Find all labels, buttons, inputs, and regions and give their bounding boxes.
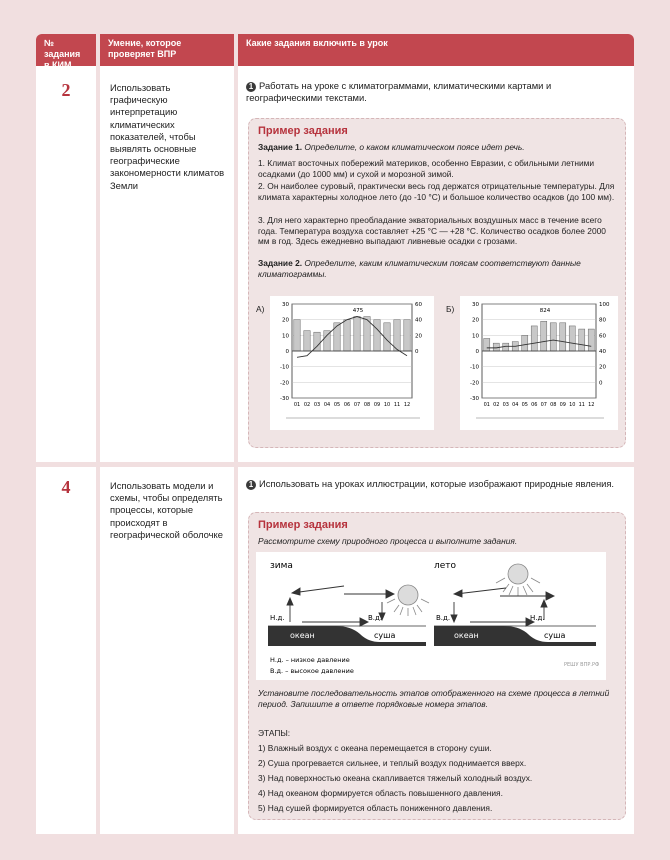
task-number: 4 — [61, 477, 71, 497]
stage-item: 2) Суша прогревается сильнее, и теплый воздух поднимается вверх. — [258, 758, 527, 768]
precipitation-bar — [344, 320, 350, 351]
scheme-watermark: РЕШУ ВПР.РФ — [564, 662, 600, 668]
precipitation-bar — [374, 320, 380, 351]
x-tick-label: 04 — [512, 402, 519, 408]
y-left-tick-label: 10 — [472, 333, 479, 340]
y-left-tick-label: -30 — [470, 396, 479, 402]
monsoon-scheme-svg — [256, 552, 606, 680]
task2-label: Задание 2. — [258, 258, 303, 268]
x-tick-label: 09 — [559, 402, 566, 408]
x-tick-label: 12 — [588, 402, 595, 408]
x-tick-label: 03 — [313, 402, 321, 408]
precipitation-bar — [334, 323, 340, 351]
bullet-icon: 1 — [246, 480, 256, 490]
stages-label: ЭТАПЫ: — [258, 728, 291, 738]
scheme-high-right: В.д. — [436, 614, 451, 622]
skill-text: Использовать модели и схемы, чтобы определять процессы, которые происходят в географической оболочке — [110, 480, 223, 540]
x-tick-label: 05 — [333, 402, 341, 408]
sun-icon — [387, 585, 429, 616]
chart-a-label: А) — [256, 304, 265, 314]
advice-label: Работать на уроке с климатограммами, климатическими картами и географическими текстами. — [246, 80, 552, 104]
x-tick-label: 12 — [403, 402, 411, 408]
precipitation-bar — [560, 323, 566, 351]
precipitation-bar — [588, 329, 594, 351]
y-left-tick-label: -20 — [470, 380, 479, 387]
y-left-tick-label: -10 — [280, 364, 289, 371]
annual-precipitation-label: 475 — [352, 308, 364, 314]
y-right-tick-label: 0 — [599, 380, 603, 387]
y-right-tick-label: 20 — [415, 333, 422, 340]
monsoon-scheme — [256, 552, 606, 680]
x-tick-label: 08 — [363, 402, 371, 408]
task1-label: Задание 1. — [258, 142, 303, 152]
bullet-icon: 1 — [246, 82, 256, 92]
scheme-low-right: Н.д. — [530, 614, 545, 622]
task1-question: Определите, о каком климатическом поясе идет речь. — [304, 142, 525, 152]
y-left-tick-label: 0 — [475, 349, 479, 355]
x-tick-label: 07 — [540, 402, 547, 408]
column-number-bg — [36, 66, 96, 834]
y-left-tick-label: 10 — [282, 333, 289, 340]
y-right-tick-label: 40 — [599, 349, 606, 355]
climatogram-b — [460, 296, 618, 430]
task-number: 2 — [61, 80, 71, 100]
precipitation-bar — [404, 320, 410, 351]
precipitation-bar — [569, 326, 575, 351]
y-right-tick-label: 100 — [599, 302, 610, 308]
y-left-tick-label: -30 — [280, 396, 289, 402]
x-tick-label: 06 — [343, 402, 351, 408]
scheme-ocean-right: океан — [454, 631, 479, 640]
y-right-tick-label: 60 — [415, 302, 422, 308]
y-left-tick-label: -10 — [470, 364, 479, 371]
x-tick-label: 01 — [483, 402, 490, 408]
x-tick-label: 06 — [531, 402, 538, 408]
y-left-tick-label: 30 — [472, 302, 479, 308]
advice-text — [246, 80, 624, 104]
skill-text: Использовать графическую интерпретацию климатических показателей, чтобы выявлять основные географические закономерности климатов Земли — [110, 82, 225, 191]
scheme-land-left: суша — [374, 631, 396, 640]
climatogram-a — [270, 296, 434, 430]
scheme-summer-label: лето — [434, 561, 457, 571]
precipitation-bar — [384, 323, 390, 351]
task1-heading — [258, 142, 618, 153]
task1-item-2: 2. Он наиболее суровый, практически весь год держатся отрицательные температуры. Для климата характерны холодное лето (до -10 °С) и большое количество осадков (до 100 мм). — [258, 181, 615, 202]
precipitation-bar — [394, 320, 400, 351]
y-left-tick-label: 20 — [282, 317, 289, 324]
annual-precipitation-label: 824 — [539, 308, 551, 314]
x-tick-label: 04 — [323, 402, 331, 408]
stage-item: 5) Над сушей формируется область пониженного давления. — [258, 803, 493, 813]
scheme-legend-high: В.д. – высокое давление — [270, 667, 354, 675]
chart-b-label: Б) — [446, 304, 455, 314]
task2-heading — [258, 258, 616, 279]
scheme-task-text: Установите последовательность этапов отображенного на схеме процесса в летний период. Запишите в ответе порядковые номера этапов. — [258, 688, 610, 709]
scheme-legend-low: Н.д. – низкое давление — [270, 656, 350, 664]
precipitation-bar — [522, 335, 528, 351]
y-right-tick-label: 60 — [599, 333, 606, 340]
task1-item-1: 1. Климат восточных побережий материков, особенно Евразии, с обильными летними осадками (до 1000 мм) и сухой и морозной зимой. — [258, 158, 595, 179]
header-skill: Умение, которое проверяет ВПР — [100, 34, 234, 66]
y-right-tick-label: 40 — [415, 317, 422, 324]
x-tick-label: 10 — [569, 402, 576, 408]
stage-item: 1) Влажный воздух с океана перемещается в сторону суши. — [258, 743, 492, 753]
scheme-high-left: В.д. — [368, 614, 383, 622]
x-tick-label: 03 — [502, 402, 509, 408]
scheme-land-right: суша — [544, 631, 566, 640]
advice-text — [246, 478, 624, 490]
y-left-tick-label: 0 — [285, 349, 289, 355]
advice-label: Использовать на уроках иллюстрации, которые изображают природные явления. — [259, 478, 615, 489]
x-tick-label: 09 — [373, 402, 381, 408]
x-tick-label: 10 — [383, 402, 391, 408]
example-title: Пример задания — [258, 519, 348, 531]
x-tick-label: 07 — [353, 402, 361, 408]
scheme-winter-label: зима — [270, 561, 293, 571]
y-right-tick-label: 20 — [599, 364, 606, 371]
header-number: № задания в КИМ — [36, 34, 96, 66]
x-tick-label: 11 — [578, 402, 585, 408]
y-left-tick-label: 30 — [282, 302, 289, 308]
precipitation-bar — [304, 331, 310, 351]
chart-a-card — [270, 296, 434, 430]
precipitation-bar — [541, 321, 547, 351]
precipitation-bar — [354, 317, 360, 351]
precipitation-bar — [550, 323, 556, 351]
task1-item-3: 3. Для него характерно преобладание экваториальных воздушных масс в течение всего года. Температура воздуха составляет +25 °С — +28 °С. Количество осадков более 2000 мм в год. Здесь ежедневно выпадают ливневые осадки с грозами. — [258, 215, 606, 247]
y-left-tick-label: -20 — [280, 380, 289, 387]
scheme-ocean-left: океан — [290, 631, 315, 640]
x-tick-label: 02 — [303, 402, 311, 408]
x-tick-label: 01 — [293, 402, 301, 408]
y-right-tick-label: 80 — [599, 317, 606, 324]
y-right-tick-label: 0 — [415, 349, 419, 355]
task2-question: Определите, каким климатическим поясам соответствуют данные климатограммы. — [258, 258, 581, 279]
x-tick-label: 02 — [493, 402, 500, 408]
x-tick-label: 05 — [521, 402, 528, 408]
precipitation-bar — [579, 329, 585, 351]
scheme-low-left: Н.д. — [270, 614, 285, 622]
example-title: Пример задания — [258, 125, 348, 137]
header-tasks: Какие задания включить в урок — [238, 34, 634, 66]
x-tick-label: 08 — [550, 402, 557, 408]
x-tick-label: 11 — [393, 402, 401, 408]
precipitation-bar — [484, 338, 490, 351]
stage-item: 4) Над океаном формируется область повышенного давления. — [258, 788, 503, 798]
chart-b-card — [460, 296, 618, 430]
precipitation-bar — [294, 320, 300, 351]
stage-item: 3) Над поверхностью океана скапливается тяжелый холодный воздух. — [258, 773, 533, 783]
precipitation-bar — [531, 326, 537, 351]
sun-icon — [496, 564, 540, 596]
y-left-tick-label: 20 — [472, 317, 479, 324]
row-separator — [36, 462, 634, 467]
scheme-instruction: Рассмотрите схему природного процесса и выполните задания. — [258, 536, 518, 546]
